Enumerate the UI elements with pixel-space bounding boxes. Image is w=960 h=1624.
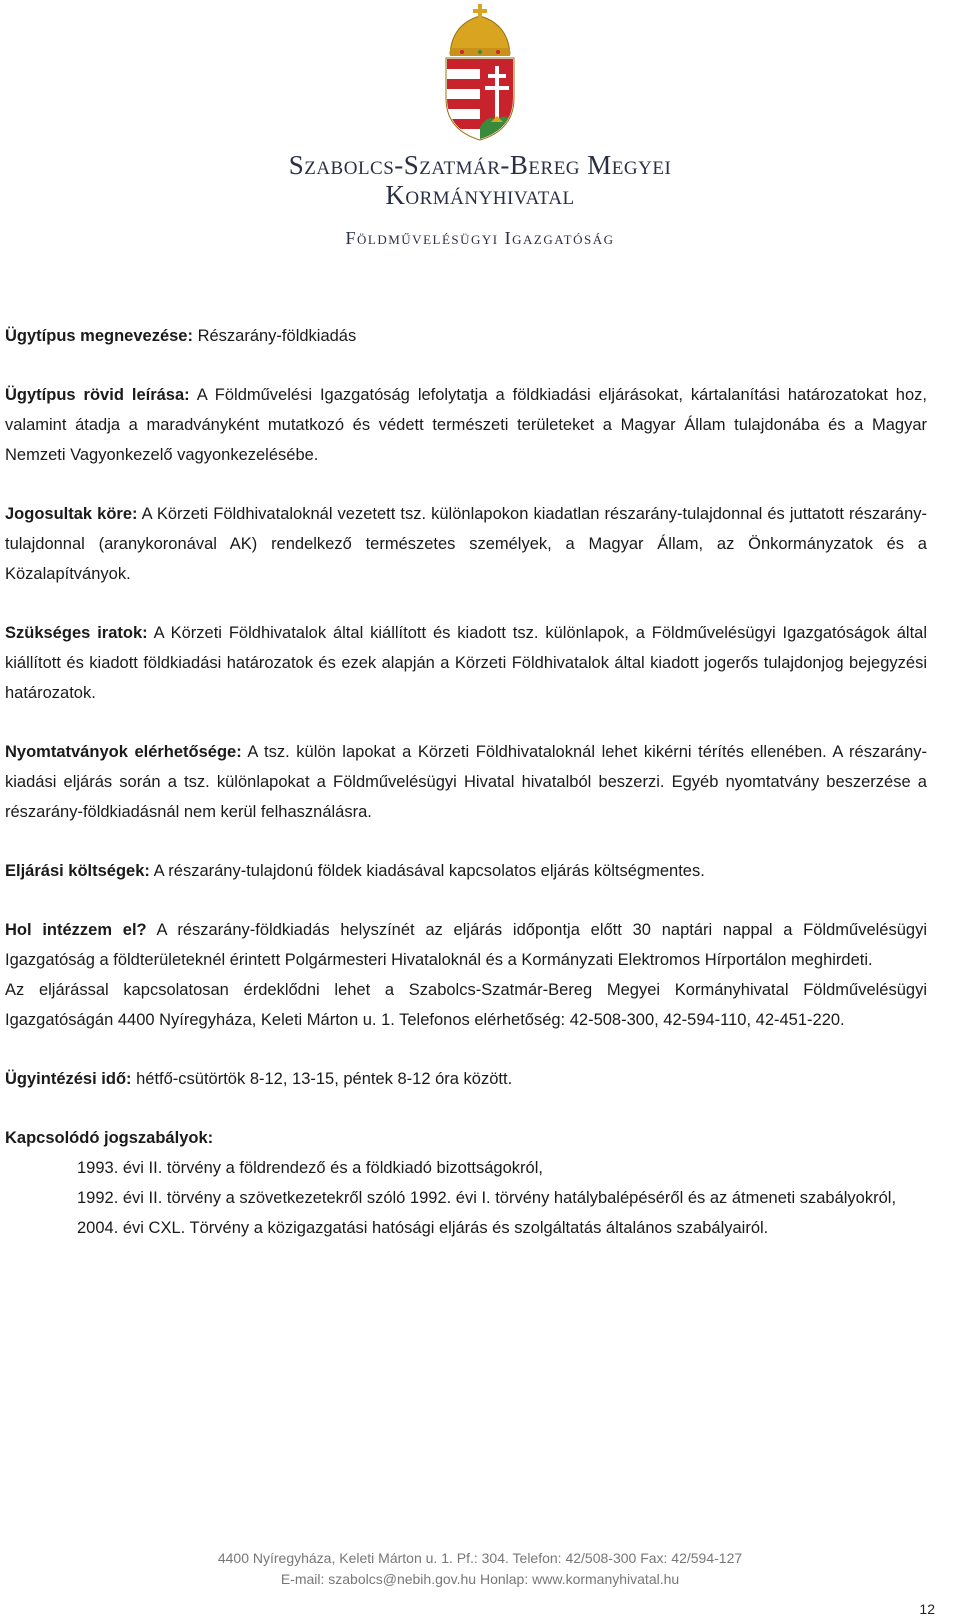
short-desc-label: Ügytípus rövid leírása: [5,386,190,404]
type-name-label: Ügytípus megnevezése: [5,327,193,345]
short-desc-paragraph [5,380,927,470]
hours-label: Ügyintézési idő: [5,1070,132,1088]
documents-paragraph [5,618,927,708]
eligible-label: Jogosultak köre: [5,505,138,523]
documents-value: A Körzeti Földhivatalok által kiállított és kiadott tsz. különlapok, a Földművelésügyi Igazgatóságok által kiállított és kiadott földkiadási határozatok és ezek alapján a Körzeti Földhivatalok által kiadott jogerős tulajdonjog bejegyzési határozatok. [5,624,927,702]
document-body [5,321,927,1243]
hours-paragraph [5,1064,927,1094]
footer-address: 4400 Nyíregyháza, Keleti Márton u. 1. Pf.: 304. Telefon: 42/508-300 Fax: 42/594-127 [217,1550,743,1566]
hungarian-coat-of-arms-icon [442,2,518,142]
where-extra-paragraph: Az eljárással kapcsolatosan érdeklődni lehet a Szabolcs-Szatmár-Bereg Megyei Kormányhivatal Földművelésügyi Igazgatóságán 4400 Nyíregyháza, Keleti Márton u. 1. Telefonos elérhetőség: 42-508-300, 42-594-110, 42-451-220. [5,981,927,1029]
type-name-paragraph [5,321,927,351]
law-item: 1992. évi II. törvény a szövetkezetekről szóló 1992. évi I. törvény hatálybalépéséről és az átmeneti szabályokról, [77,1189,897,1207]
eligible-value: A Körzeti Földhivataloknál vezetett tsz. különlapokon kiadatlan részarány-tulajdonnal és juttatott részarány-tulajdonnal (aranykoronával AK) rendelkező természetes személyek, a Magyar Állam, az Önkormányzatok és a Közalapítványok. [5,505,927,583]
footer-contact: E-mail: szabolcs@nebih.gov.hu Honlap: www.kormanyhivatal.hu [280,1571,680,1587]
costs-label: Eljárási költségek: [5,862,150,880]
laws-list [77,1153,927,1243]
laws-label: Kapcsolódó jogszabályok: [5,1129,214,1147]
law-item: 2004. évi CXL. Törvény a közigazgatási hatósági eljárás és szolgáltatás általános szabályairól. [77,1219,769,1237]
costs-paragraph [5,856,927,886]
org-department: Földművelésügyi Igazgatóság [345,228,615,248]
documents-label: Szükséges iratok: [5,624,148,642]
forms-value: A tsz. külön lapokat a Körzeti Földhivataloknál lehet kikérni térítés ellenében. A részarány-kiadási eljárás során a tsz. különlapokat a Földművelésügyi Hivatal hivatalból beszerzi. Egyéb nyomtatvány beszerzése a részarány-földkiadásnál nem kerül felhasználásra. [5,743,927,821]
forms-paragraph [5,737,927,827]
costs-value: A részarány-tulajdonú földek kiadásával kapcsolatos eljárás költségmentes. [149,862,705,880]
org-name-line1: Szabolcs-Szatmár-Bereg Megyei [288,150,672,180]
type-name-value: Részarány-földkiadás [192,327,357,345]
eligible-paragraph [5,499,927,589]
where-label: Hol intézzem el? [5,921,147,939]
org-name-line2: Kormányhivatal [385,180,575,210]
short-desc-value: A Földművelési Igazgatóság lefolytatja a földkiadási eljárásokat, kártalanítási határozatokat hoz, valamint átadja a maradványként mutatkozó és védett természeti területeket a Magyar Állam tulajdonába és a Magyar Nemzeti Vagyonkezelő vagyonkezelésébe. [5,386,927,464]
hours-value: hétfő-csütörtök 8-12, 13-15, péntek 8-12 óra között. [131,1070,513,1088]
footer [0,1548,960,1590]
page-number: 12 [919,1601,935,1617]
where-value: A részarány-földkiadás helyszínét az eljárás időpontja előtt 30 naptári nappal a Földművelésügyi Igazgatóság a földterületeknél érintett Polgármesteri Hivataloknál és a Kormányzati Elektromos Hírportálon meghirdeti. [5,921,927,969]
law-item: 1993. évi II. törvény a földrendező és a földkiadó bizottságokról, [77,1159,543,1177]
forms-label: Nyomtatványok elérhetősége: [5,743,242,761]
where-paragraph [5,915,927,975]
